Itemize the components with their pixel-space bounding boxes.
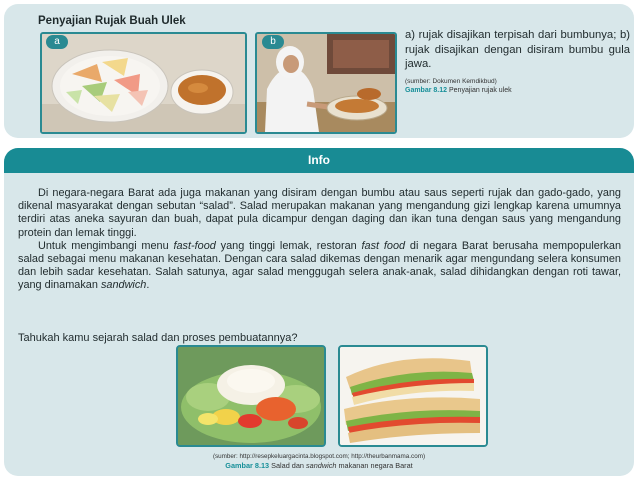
figure-source: (sumber: Dokumen Kemdikbud) bbox=[405, 78, 497, 85]
salad-illustration bbox=[178, 347, 324, 445]
info-paragraph-2 bbox=[18, 240, 621, 293]
p2-text-a: Untuk mengimbangi menu bbox=[38, 239, 174, 252]
info-figure-source: (sumber: http://resepkeluargacinta.blogspot.com; http://theurbanmama.com) bbox=[212, 453, 426, 460]
figure-number: Gambar 8.12 bbox=[405, 87, 448, 94]
info-paragraph-1: Di negara-negara Barat ada juga makanan yang disiram dengan bumbu atau saus seperti rujak dan gado-gado, yang dikenal masyarakat dengan sebutan “salad”. Salad merupakan makanan yang mengandung gizi lengkap karena umumnya terdiri atas aneka sayuran dan buah, dapat pula dicampur dengan daging dan ikan tuna dengan saus yang mengandung protein dan lemak tinggi. bbox=[18, 187, 621, 239]
figure-title: Penyajian Rujak Buah Ulek bbox=[38, 15, 186, 27]
info-box bbox=[4, 148, 634, 476]
info-figure-number: Gambar 8.13 bbox=[225, 461, 270, 470]
info-title: Info bbox=[308, 153, 330, 167]
info-figure-caption-b: makanan negara Barat bbox=[336, 461, 413, 470]
figure-box-rujak bbox=[4, 4, 634, 138]
label-a-badge: a bbox=[46, 35, 68, 49]
p2-text-d: . bbox=[146, 279, 150, 292]
figure-description bbox=[405, 28, 630, 72]
photo-sandwich bbox=[338, 345, 488, 447]
figure-caption-text: Penyajian rujak ulek bbox=[448, 87, 512, 94]
info-figure-caption-a: Salad dan bbox=[269, 461, 307, 470]
photo-rujak-separate bbox=[40, 32, 247, 134]
info-figure-caption-italic: sandwich bbox=[306, 461, 337, 470]
figure-caption bbox=[405, 87, 512, 94]
label-b-badge: b bbox=[262, 35, 284, 49]
p2-fastfood-italic-1: fast-food bbox=[173, 239, 216, 252]
info-figure-caption bbox=[4, 461, 634, 470]
sandwich-illustration bbox=[340, 347, 486, 445]
figure-description-text: a) rujak disajikan terpisah dari bumbunya; b) rujak disajikan dengan disiram bumbu gula jawa. bbox=[405, 29, 630, 70]
info-body bbox=[18, 187, 621, 293]
p2-text-c: di negara Barat berusaha mempopulerkan salad sebagai menu makanan kesehatan. Dengan cara salad dikemas dengan menarik agar mengundang selera konsumen dan lebih sadar kesehatan. Salah satunya, agar salad menggugah selera anak-anak, salad dihidangkan dengan roti tawar, yang dinamakan bbox=[18, 239, 621, 292]
rujak-separate-illustration bbox=[42, 34, 245, 132]
p2-text-b: yang tinggi lemak, restoran bbox=[215, 239, 362, 252]
info-question: Tahukah kamu sejarah salad dan proses pembuatannya? bbox=[18, 332, 298, 344]
photo-salad bbox=[176, 345, 326, 447]
p2-sandwich-italic: sandwich bbox=[100, 279, 147, 292]
p2-fastfood-italic-2: fast food bbox=[361, 239, 406, 252]
